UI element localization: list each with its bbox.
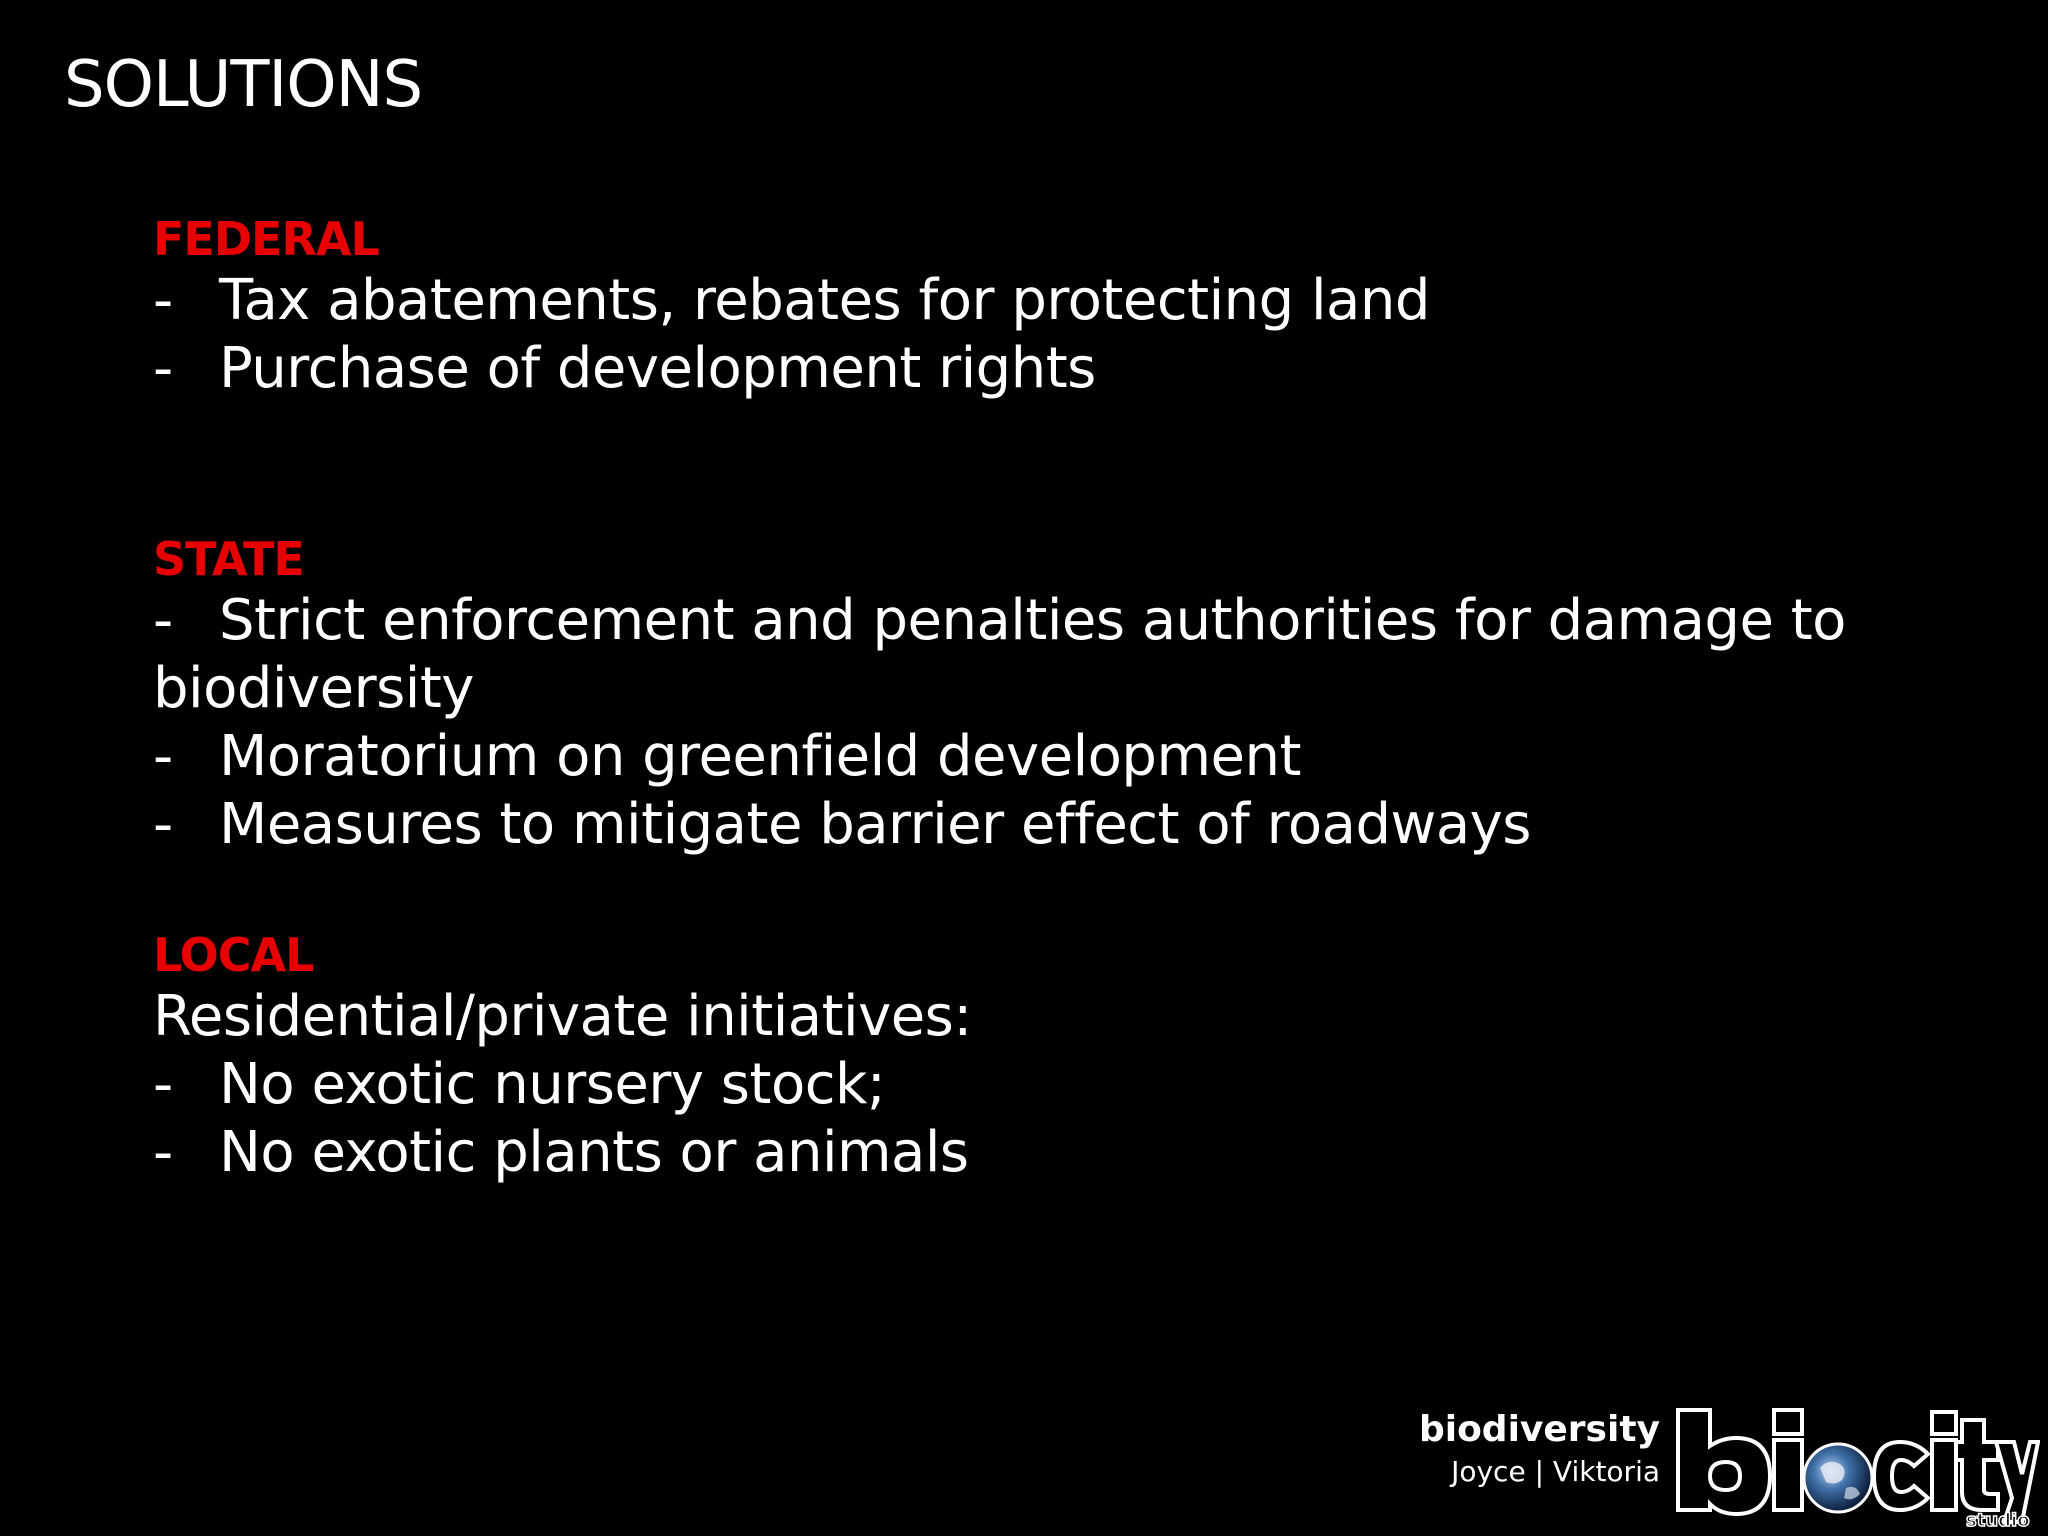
- section-heading-state: STATE: [153, 532, 304, 586]
- section-local: [153, 928, 1993, 1187]
- list-item: [153, 723, 1993, 791]
- list-item: [153, 791, 1993, 859]
- list-item: [153, 1051, 1993, 1119]
- list-item: [153, 587, 1993, 723]
- list-item-text: Purchase of development rights: [219, 336, 1096, 402]
- list-item-text: Tax abatements, rebates for protecting land: [219, 268, 1430, 334]
- bullet-dash: -: [153, 588, 173, 654]
- footer-authors: Joyce | Viktoria: [1451, 1455, 1660, 1489]
- footer-text: [1419, 1408, 1660, 1493]
- slide-title: SOLUTIONS: [64, 48, 423, 122]
- section-heading-local: LOCAL: [153, 928, 314, 982]
- bullet-dash: -: [153, 724, 173, 790]
- list-item-text: Moratorium on greenfield development: [219, 724, 1301, 790]
- list-item-text: Measures to mitigate barrier effect of roadways: [219, 792, 1531, 858]
- bullet-dash: -: [153, 1120, 173, 1186]
- logo-text-studio: studio: [1966, 1510, 2030, 1528]
- bullet-dash: -: [153, 336, 173, 402]
- list-item: [153, 335, 1993, 403]
- list-item-text: Strict enforcement and penalties authorities for damage to biodiversity: [153, 588, 1846, 722]
- bullet-dash: -: [153, 792, 173, 858]
- list-item-text: No exotic plants or animals: [219, 1120, 969, 1186]
- bullet-dash: -: [153, 268, 173, 334]
- section-intro-local: Residential/private initiatives:: [153, 984, 972, 1050]
- section-federal: [153, 212, 1993, 403]
- list-item: [153, 1119, 1993, 1187]
- biocity-studio-logo-icon: [1670, 1398, 2040, 1528]
- footer: [1420, 1398, 2040, 1528]
- section-heading-federal: FEDERAL: [153, 212, 379, 266]
- bullet-dash: -: [153, 1052, 173, 1118]
- footer-brand: biodiversity: [1418, 1409, 1660, 1450]
- list-item: [153, 267, 1993, 335]
- list-item-text: No exotic nursery stock;: [219, 1052, 886, 1118]
- section-state: [153, 532, 1993, 859]
